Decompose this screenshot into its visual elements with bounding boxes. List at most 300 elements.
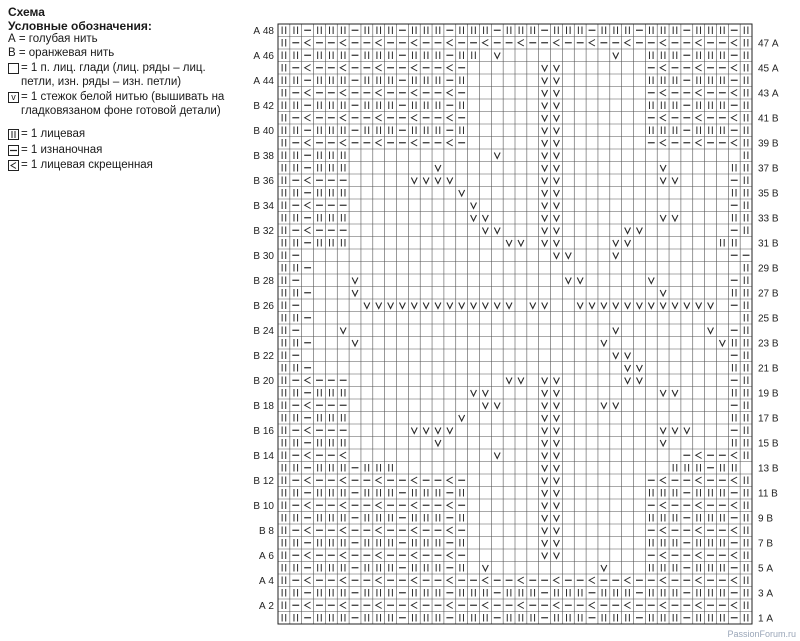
embroidery-symbol [542,65,548,71]
knit-symbol [282,277,286,285]
knit-symbol [294,364,298,372]
knit-symbol [685,464,689,472]
knit-symbol [377,102,381,110]
knit-symbol [282,539,286,547]
knit-symbol [282,264,286,272]
embroidery-symbol [625,353,631,359]
knit-symbol [744,564,748,572]
knit-symbol [744,364,748,372]
row-label-right: 11 В [758,488,778,500]
knit-symbol [709,564,713,572]
knit-symbol [389,102,393,110]
embroidery-symbol [542,178,548,184]
knit-symbol [649,564,653,572]
legend-yarn-a: А = голубая нить [8,33,98,45]
twisted-knit-symbol [660,65,666,72]
embroidery-symbol [542,228,548,234]
twisted-knit-symbol [340,477,346,484]
embroidery-symbol [471,215,477,221]
twisted-knit-symbol [554,602,560,609]
knit-symbol [294,77,298,85]
row-label-left: В 16 [253,425,274,437]
knit-symbol [460,489,464,497]
row-label-right: 37 В [758,163,779,175]
row-label-left: В 8 [258,525,274,537]
twisted-knit-symbol [731,115,737,122]
embroidery-symbol [696,303,702,309]
twisted-knit-symbol [731,602,737,609]
knit-symbol [282,289,286,297]
twisted-knit-symbol [376,502,382,509]
knit-symbol [673,127,677,135]
knit-symbol [377,489,381,497]
knit-symbol [472,589,476,597]
knit-symbol [436,514,440,522]
knit-symbol [282,202,286,210]
knit-symbol [318,389,322,397]
knit-symbol [744,114,748,122]
embroidery-symbol [542,303,548,309]
embroidery-symbol [352,290,358,296]
twisted-knit-symbol [447,90,453,97]
knit-symbol [673,464,677,472]
knit-symbol [721,102,725,110]
row-label-right: 1 А [758,613,774,625]
knit-symbol [697,539,701,547]
knit-symbol [673,589,677,597]
knit-symbol [365,614,369,622]
twisted-knit-symbol [696,552,702,559]
knit-symbol [341,489,345,497]
knit-symbol [649,127,653,135]
knit-symbol [341,77,345,85]
knit-symbol [436,102,440,110]
twisted-knit-symbol [518,602,524,609]
twisted-knit-symbol [660,502,666,509]
embroidery-symbol [554,390,560,396]
knit-symbol [318,77,322,85]
embroidery-symbol [494,453,500,459]
embroidery-symbol [637,365,643,371]
legend-yarn-b: В = оранжевая нить [8,46,115,59]
knit-symbol [602,614,606,622]
knit-symbol [744,289,748,297]
twisted-knit-symbol [696,577,702,584]
embroidery-symbol [648,278,654,284]
knit-symbol [330,214,334,222]
knit-symbol [330,589,334,597]
knit-symbol [721,52,725,60]
knit-symbol [744,202,748,210]
knit-symbol [661,52,665,60]
embroidery-symbol [625,303,631,309]
embroidery-symbol [554,428,560,434]
knit-symbol [721,589,725,597]
twisted-knit-symbol [447,140,453,147]
twisted-knit-symbol [305,227,311,234]
knit-symbol [389,614,393,622]
twisted-knit-symbol [305,452,311,459]
knit-symbol [412,614,416,622]
twisted-knit-symbol [447,577,453,584]
knit-symbol [744,139,748,147]
knit-symbol [424,539,428,547]
twisted-knit-symbol [447,477,453,484]
knit-symbol [341,564,345,572]
twisted-knit-symbol [340,527,346,534]
embroidery-symbol [554,215,560,221]
knit-symbol [294,389,298,397]
knit-symbol [330,514,334,522]
embroidery-symbol [648,303,654,309]
knit-symbol [673,102,677,110]
embroidery-symbol [542,440,548,446]
knit-symbol [732,439,736,447]
twisted-knit-symbol [447,552,453,559]
knit-symbol [318,539,322,547]
knit-symbol [282,614,286,622]
embroidery-symbol [577,278,583,284]
embroidery-symbol [542,515,548,521]
knit-symbol [282,214,286,222]
knit-symbol [744,577,748,585]
embroidery-symbol [518,240,524,246]
knit-symbol [661,77,665,85]
twisted-knit-symbol [340,552,346,559]
knit-symbol [282,252,286,260]
knit-symbol [709,52,713,60]
embroidery-symbol [613,403,619,409]
twisted-knit-symbol [305,202,311,209]
knit-symbol [282,439,286,447]
knit-symbol [282,602,286,610]
row-label-right: 27 В [758,288,779,300]
embroidery-symbol [542,90,548,96]
knit-symbol [507,589,511,597]
twisted-knit-symbol [340,65,346,72]
knit-symbol [341,239,345,247]
knit-symbol [294,314,298,322]
knit-symbol [412,52,416,60]
row-label-left: В 32 [253,225,274,237]
knit-symbol [614,614,618,622]
twisted-knit-symbol [411,577,417,584]
knit-symbol [412,564,416,572]
knit-symbol [365,514,369,522]
knit-symbol [377,564,381,572]
embroidery-symbol [613,328,619,334]
twisted-knit-symbol [731,90,737,97]
twisted-knit-symbol [731,502,737,509]
embroidery-symbol [423,303,429,309]
knit-symbol [531,614,535,622]
twisted-knit-symbol [625,577,631,584]
knit-symbol [721,489,725,497]
embroidery-symbol [471,303,477,309]
twisted-knit-symbol [518,40,524,47]
knit-symbol [744,414,748,422]
knit-symbol [377,464,381,472]
knit-symbol [472,614,476,622]
twisted-knit-symbol [376,527,382,534]
knit-symbol [519,614,523,622]
twisted-knit-symbol [447,527,453,534]
knit-symbol [673,614,677,622]
knit-symbol [318,414,322,422]
knit-symbol [341,189,345,197]
embroidery-symbol [554,540,560,546]
knit-symbol [318,27,322,35]
embroidery-symbol [542,128,548,134]
embroidery-symbol [672,178,678,184]
knit-symbol [436,77,440,85]
knit-symbol [377,539,381,547]
knit-symbol [365,127,369,135]
embroidery-symbol [542,203,548,209]
embroidery-symbol [506,378,512,384]
embroidery-symbol [554,178,560,184]
embroidery-symbol [411,428,417,434]
knit-symbol [661,127,665,135]
knit-symbol [484,27,488,35]
row-label-right: 33 В [758,213,779,225]
embroidery-symbol [542,215,548,221]
knit-symbol [673,514,677,522]
row-label-left: В 42 [253,100,274,112]
knit-symbol [282,527,286,535]
knit-symbol [567,27,571,35]
knit-symbol [294,589,298,597]
knit-symbol [365,102,369,110]
knit-symbol [709,539,713,547]
embroidery-symbol [352,278,358,284]
knit-symbol [282,27,286,35]
knit-symbol [721,564,725,572]
knit-symbol [555,589,559,597]
row-label-right: 19 В [758,388,779,400]
embroidery-symbol [542,378,548,384]
knit-symbol [649,27,653,35]
knit-symbol [744,614,748,622]
embroidery-symbol [660,290,666,296]
embroidery-symbol [672,428,678,434]
legend-purl-text: = 1 изнаночная [21,143,103,156]
row-label-left: В 12 [253,475,274,487]
embroidery-symbol [554,503,560,509]
knit-symbol [330,239,334,247]
knit-symbol [744,52,748,60]
row-label-left: В 14 [253,450,274,462]
embroidery-symbol [542,103,548,109]
twisted-knit-symbol [376,577,382,584]
knit-symbol [578,614,582,622]
knit-symbol [294,439,298,447]
embroidery-symbol [411,303,417,309]
knit-symbol [294,152,298,160]
twisted-knit-symbol [376,552,382,559]
knit-symbol [330,164,334,172]
legend-title: Схема [8,5,45,19]
watermark: PassionForum.ru [727,629,796,639]
row-label-right: 47 А [758,38,779,50]
knit-symbol [330,389,334,397]
embroidery-symbol [482,303,488,309]
embroidery-symbol [554,228,560,234]
knit-symbol [721,539,725,547]
twisted-knit-symbol [589,40,595,47]
twisted-knit-symbol [411,477,417,484]
row-label-right: 45 А [758,63,779,75]
knit-symbol [282,452,286,460]
embroidery-symbol [660,440,666,446]
knit-symbol [697,489,701,497]
twisted-knit-symbol [482,577,488,584]
embroidery-symbol [601,303,607,309]
knit-symbol [424,77,428,85]
twisted-knit-symbol [660,115,666,122]
knit-symbol [436,564,440,572]
knit-symbol [318,189,322,197]
knit-symbol [294,127,298,135]
knit-symbol [721,77,725,85]
embroidery-symbol [554,128,560,134]
knit-symbol [436,52,440,60]
embroidery-symbol [625,228,631,234]
twisted-knit-symbol [731,552,737,559]
knit-symbol [744,227,748,235]
twisted-knit-symbol [305,502,311,509]
knit-symbol [436,614,440,622]
embroidery-symbol [601,403,607,409]
knit-symbol [377,614,381,622]
row-label-left: В 18 [253,400,274,412]
knit-symbol [460,589,464,597]
knit-symbol [661,27,665,35]
embroidery-symbol [542,153,548,159]
row-label-left: В 10 [253,500,274,512]
embroidery-symbol [423,178,429,184]
knit-symbol [460,77,464,85]
knit-symbol [377,127,381,135]
knit-symbol [330,77,334,85]
embroidery-symbol [542,390,548,396]
embroidery-symbol [554,240,560,246]
knit-symbol [424,514,428,522]
knit-symbol [744,589,748,597]
knit-symbol [412,539,416,547]
embroidery-symbol [494,153,500,159]
knit-symbol [424,589,428,597]
twisted-knit-symbol [696,140,702,147]
embroidery-symbol [542,140,548,146]
embroidery-symbol [601,565,607,571]
embroidery-symbol [565,253,571,259]
knit-symbol [732,214,736,222]
knit-symbol [294,102,298,110]
knit-symbol [282,577,286,585]
row-label-left: А 2 [258,600,274,612]
twisted-knit-symbol [731,477,737,484]
embroidery-symbol [471,203,477,209]
twisted-knit-symbol [660,552,666,559]
twisted-knit-symbol [305,552,311,559]
knit-symbol [389,514,393,522]
twisted-knit-symbol [305,427,311,434]
embroidery-symbol [494,53,500,59]
knit-symbol [721,27,725,35]
embroidery-symbol [708,303,714,309]
knit-symbol [673,489,677,497]
row-label-left: А 48 [253,25,274,37]
knit-symbol [436,489,440,497]
embroidery-symbol [530,303,536,309]
knit-symbol [673,539,677,547]
knit-symbol [318,614,322,622]
row-label-left: А 6 [258,550,274,562]
knit-symbol [661,589,665,597]
knit-symbol [744,164,748,172]
embroidery-symbol [447,178,453,184]
knit-symbol [602,589,606,597]
row-label-left: В 20 [253,375,274,387]
knit-symbol [661,102,665,110]
knit-symbol [744,389,748,397]
embroidery-symbol [506,303,512,309]
knit-symbol [744,39,748,47]
embroidery-symbol [554,403,560,409]
embroidery-symbol [554,140,560,146]
knit-symbol [341,414,345,422]
embroidery-symbol [684,428,690,434]
twisted-knit-symbol [696,115,702,122]
knit-symbol [294,189,298,197]
twisted-knit-symbol [731,140,737,147]
twisted-knit-symbol [376,115,382,122]
knit-symbol [294,489,298,497]
knit-symbol [721,514,725,522]
knit-symbol [318,239,322,247]
twisted-knit-symbol [482,40,488,47]
knit-symbol [744,502,748,510]
knit-symbol [282,514,286,522]
knit-symbol [412,514,416,522]
twisted-knit-symbol [376,40,382,47]
knit-symbol [744,527,748,535]
knit-symbol [318,489,322,497]
knit-symbol [341,152,345,160]
knit-symbol [341,127,345,135]
knit-symbol [365,589,369,597]
embroidery-symbol [625,365,631,371]
knit-symbol [744,552,748,560]
knit-symbol [661,514,665,522]
twisted-knit-symbol [411,602,417,609]
twisted-knit-symbol [340,40,346,47]
knit-symbol [424,52,428,60]
knit-symbol [436,27,440,35]
embroidery-symbol [459,190,465,196]
knit-symbol [709,127,713,135]
knit-symbol [744,539,748,547]
twisted-knit-symbol [305,527,311,534]
knit-symbol [649,514,653,522]
row-label-right: 35 В [758,188,779,200]
embroidery-symbol [554,378,560,384]
knit-symbol [365,564,369,572]
knit-symbol [282,102,286,110]
knit-symbol [318,214,322,222]
twisted-knit-symbol [376,140,382,147]
